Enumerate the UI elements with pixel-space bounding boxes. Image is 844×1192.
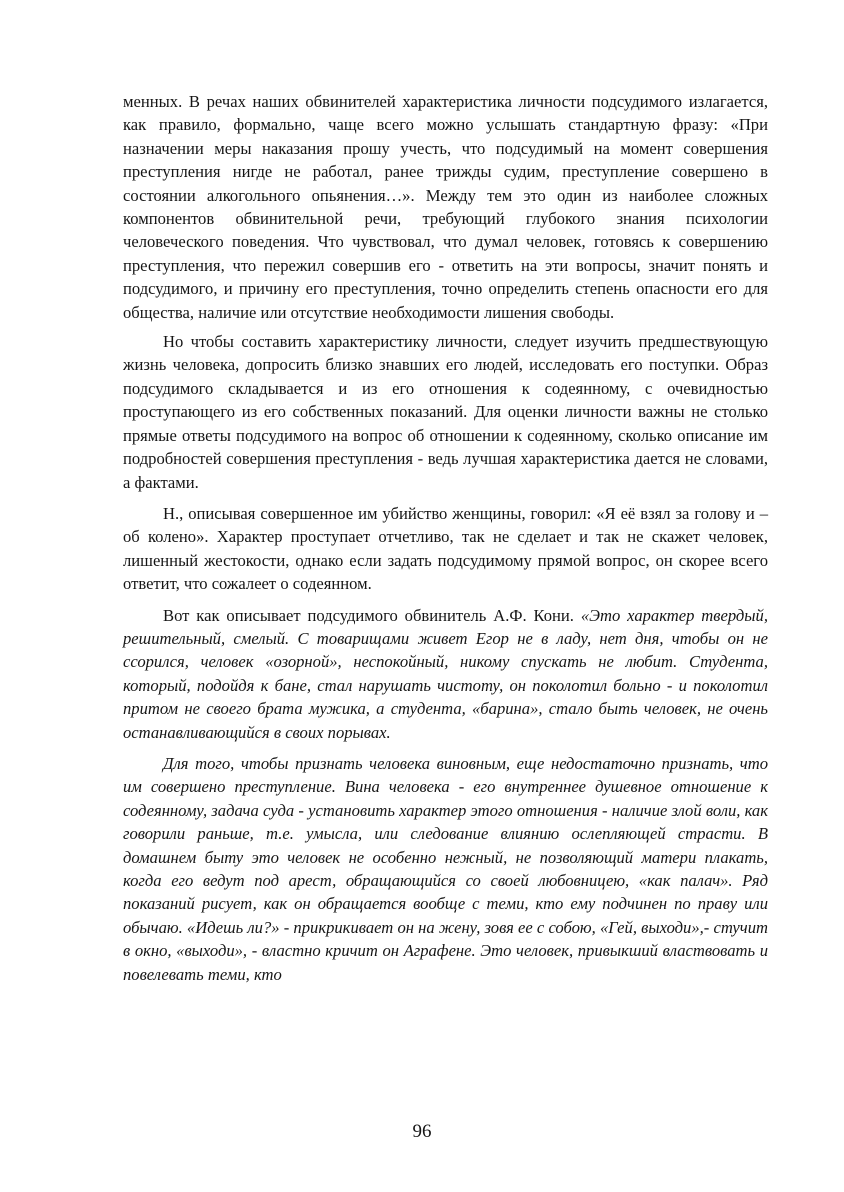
paragraph-1: менных. В речах наших обвинителей характеристика личности подсудимого излагается, как правило, формально, чаще всего можно услышать стандартную фразу: «При назначении меры наказания прошу учесть, что подсудимый на момент совершения преступления нигде не работал, ранее трижды судим, преступление совершено в состоянии алкогольного опьянения…». Между тем это один из наиболее сложных компонентов обвинительной речи, требующий глубокого знания психологии человеческого поведения. Что чувствовал, что думал человек, готовясь к совершению преступления, что пережил совершив его - ответить на эти вопросы, значит понять и подсудимого, и причину его преступления, точно определить степень опасности его для общества, наличие или отсутствие необходимости лишения свободы. bbox=[123, 92, 768, 322]
paragraph-4 bbox=[123, 604, 768, 744]
paragraph-4-lead: Вот как описывает подсудимого обвинитель А.Ф. Кони. bbox=[163, 605, 581, 625]
paragraph-3: Н., описывая совершенное им убийство женщины, говорил: «Я её взял за голову и – об колено». Характер проступает отчетливо, так не сделает и так не скажет человек, лишенный жестокости, однако если задать подсудимому прямой вопрос, он скорее всего ответит, что сожалеет о содеянном. bbox=[123, 503, 768, 594]
body-text bbox=[123, 90, 768, 986]
koni-quote: «Это характер твердый, решительный, смелый. С товарищами живет Егор не в ладу, нет дня, чтобы он не ссорился, человек «озорной», неспокойный, никому спускать не любит. Студента, который, подойдя к бане, стал нарушать чистоту, он поколотил больно - и поколотил притом не своего брата мужика, а студента, «барина», стало быть человек, не очень останавливающийся в своих порывах. bbox=[123, 605, 768, 742]
paragraph-2: Но чтобы составить характеристику личности, следует изучить предшествующую жизнь человека, допросить близко знавших его людей, исследовать его поступки. Образ подсудимого складывается и из его отношения к содеянному, с очевидностью проступающего из его собственных показаний. Для оценки личности важны не столько прямые ответы подсудимого на вопрос об отношении к содеянному, сколько описание им подробностей совершения преступления - ведь лучшая характеристика дается не словами, а фактами. bbox=[123, 332, 768, 492]
page-number: 96 bbox=[412, 1121, 432, 1142]
paragraph-5: Для того, чтобы признать человека виновным, еще недостаточно признать, что им совершено преступление. Вина человека - его внутреннее душевное отношение к содеянному, задача суда - установить характер этого отношения - наличие злой воли, как говорили раньше, т.е. умысла, или следование влиянию ослепляющей страсти. В домашнем быту это человек не особенно нежный, не позволяющий матери плакать, когда его ведут под арест, обращающийся со своей любовницею, «как палач». Ряд показаний рисует, как он обращается вообще с теми, кто ему подчинен по праву или обычаю. «Идешь ли?» - прикрикивает он на жену, зовя ее с собою, «Гей, выходи»,- стучит в окно, «выходи», - властно кричит он Аграфене. Это человек, привыкший властвовать и повелевать теми, кто bbox=[123, 753, 768, 984]
